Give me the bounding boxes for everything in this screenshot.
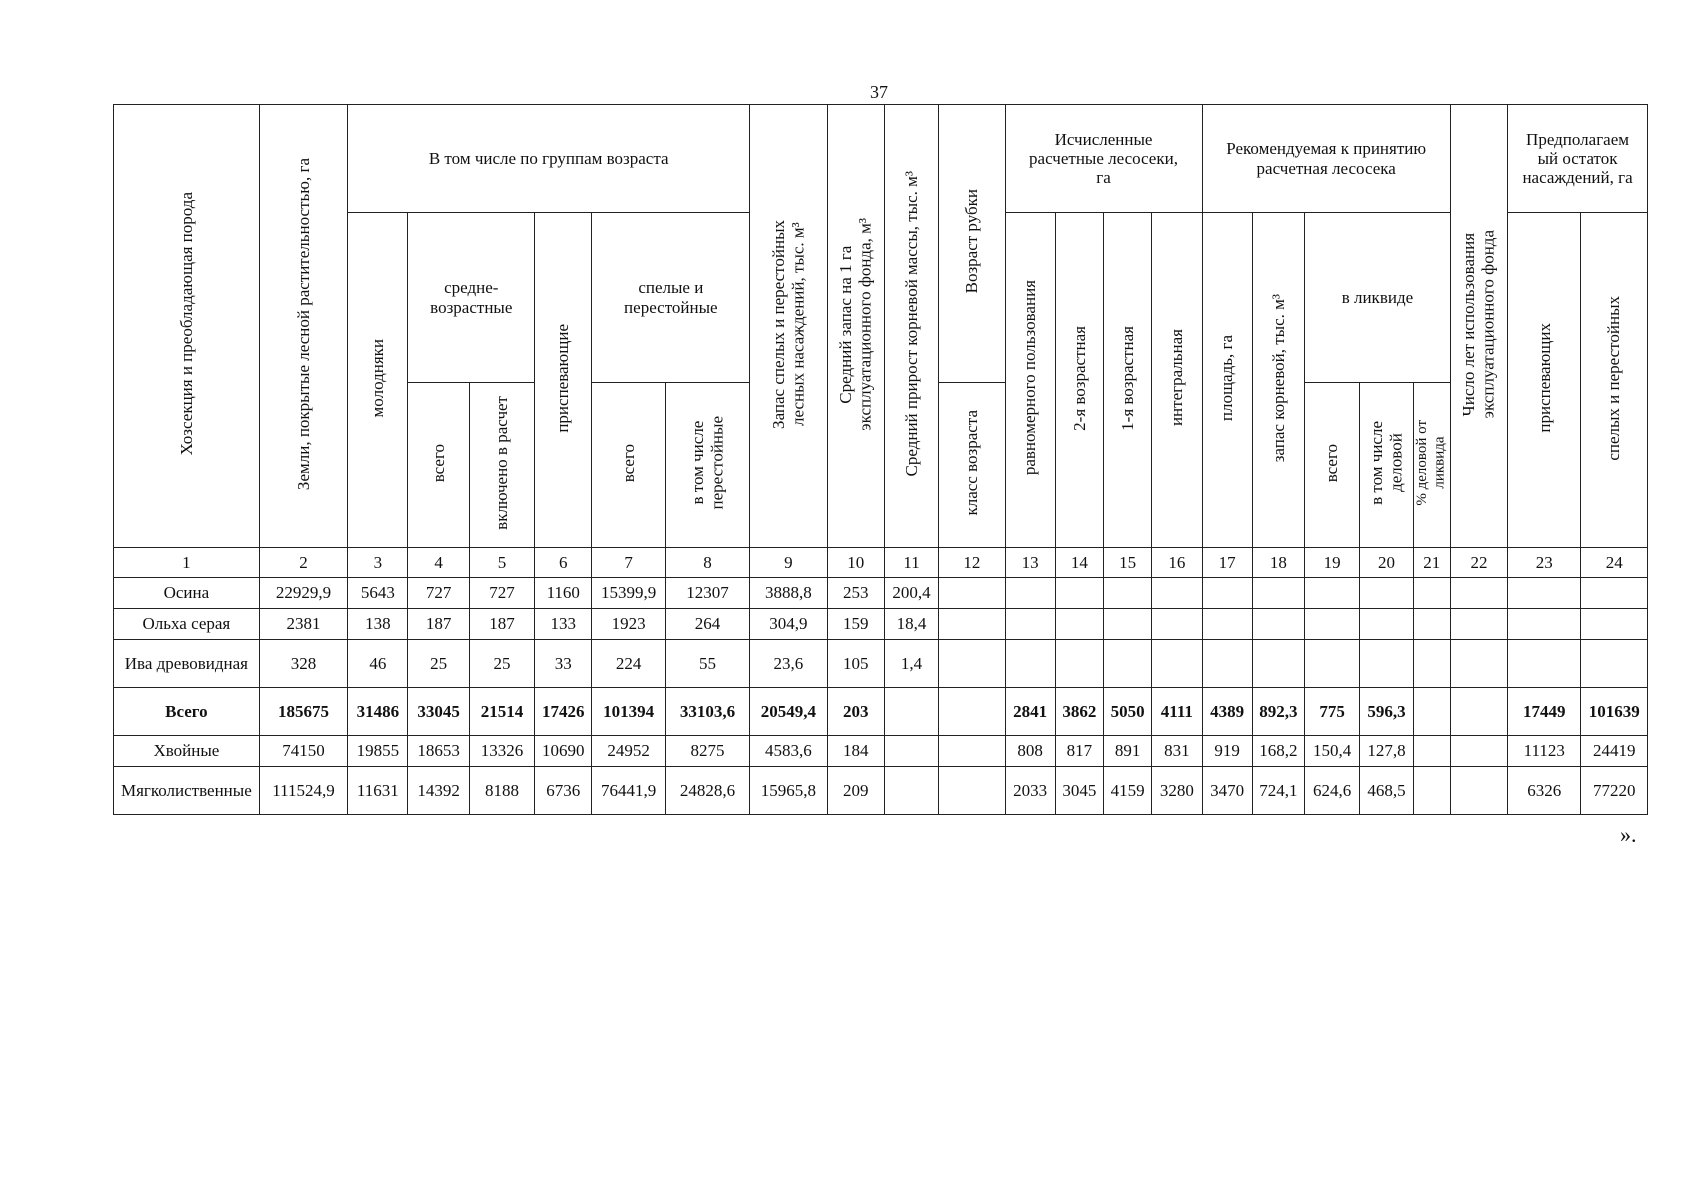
- table-cell: [1005, 609, 1055, 640]
- table-cell: 18,4: [884, 609, 938, 640]
- header-cutting-age: Возраст рубки: [939, 105, 1005, 383]
- column-number: 19: [1305, 548, 1360, 578]
- column-number: 13: [1005, 548, 1055, 578]
- table-cell: [1103, 578, 1151, 609]
- table-cell: 138: [348, 609, 408, 640]
- table-cell: [939, 578, 1005, 609]
- table-cell: 187: [408, 609, 469, 640]
- table-cell: [1252, 609, 1304, 640]
- header-recommended-cutting: Рекомендуемая к принятию расчетная лесосека: [1202, 105, 1450, 213]
- table-cell: 74150: [259, 736, 347, 767]
- header-age-class: класс возраста: [939, 383, 1005, 548]
- table-cell: 831: [1152, 736, 1202, 767]
- table-cell: 775: [1305, 688, 1360, 736]
- table-cell: 12307: [665, 578, 749, 609]
- column-number: 17: [1202, 548, 1252, 578]
- column-number: 24: [1581, 548, 1648, 578]
- table-cell: 101394: [592, 688, 665, 736]
- table-cell: [1413, 688, 1450, 736]
- header-forest-land: Земли, покрытые лесной растительностью, га: [259, 105, 347, 548]
- header-liquid: в ликвиде: [1305, 213, 1451, 383]
- table-cell: [1055, 640, 1103, 688]
- header-mid-included: включено в расчет: [469, 383, 534, 548]
- table-cell: 224: [592, 640, 665, 688]
- table-cell: 11631: [348, 767, 408, 815]
- table-cell: 891: [1103, 736, 1151, 767]
- header-middle-aged: средне- возрастные: [408, 213, 535, 383]
- table-cell: 3470: [1202, 767, 1252, 815]
- table-cell: 468,5: [1360, 767, 1413, 815]
- table-cell: [939, 736, 1005, 767]
- table-cell: 159: [827, 609, 884, 640]
- table-cell: 25: [469, 640, 534, 688]
- column-number: 5: [469, 548, 534, 578]
- table-cell: Ива древовидная: [114, 640, 260, 688]
- table-cell: [1450, 640, 1507, 688]
- table-cell: [1450, 609, 1507, 640]
- header-remainder: Предполагаем ый остаток насаждений, га: [1508, 105, 1648, 213]
- table-cell: 105: [827, 640, 884, 688]
- table-cell: 15965,8: [750, 767, 827, 815]
- table-cell: 2381: [259, 609, 347, 640]
- table-cell: [1450, 767, 1507, 815]
- table-cell: 33103,6: [665, 688, 749, 736]
- table-cell: 187: [469, 609, 534, 640]
- header-root-stock: запас корневой, тыс. м³: [1252, 213, 1304, 548]
- table-cell: [884, 767, 938, 815]
- table-cell: [1152, 640, 1202, 688]
- table-cell: Мягколиственные: [114, 767, 260, 815]
- column-number-row: [114, 548, 1648, 578]
- table-cell: [1055, 609, 1103, 640]
- column-number: 8: [665, 548, 749, 578]
- table-cell: 304,9: [750, 609, 827, 640]
- table-cell: [1413, 578, 1450, 609]
- header-mature-stock: Запас спелых и перестойных лесных насаждений, тыс. м³: [750, 105, 827, 548]
- table-row: [114, 640, 1648, 688]
- table-cell: 624,6: [1305, 767, 1360, 815]
- header-mid-total: всего: [408, 383, 469, 548]
- table-cell: [1360, 640, 1413, 688]
- table-cell: [884, 736, 938, 767]
- table-cell: [1202, 640, 1252, 688]
- table-cell: 596,3: [1360, 688, 1413, 736]
- table-cell: 919: [1202, 736, 1252, 767]
- table-cell: [1581, 609, 1648, 640]
- table-cell: 55: [665, 640, 749, 688]
- header-species: Хозсекция и преобладающая порода: [114, 105, 260, 548]
- page-number: 37: [870, 82, 888, 102]
- table-cell: 2841: [1005, 688, 1055, 736]
- table-cell: [1413, 609, 1450, 640]
- table-cell: 3280: [1152, 767, 1202, 815]
- table-cell: [1305, 640, 1360, 688]
- table-cell: 18653: [408, 736, 469, 767]
- header-years-of-use: Число лет использования эксплуатационного фонда: [1450, 105, 1507, 548]
- table-cell: 4159: [1103, 767, 1151, 815]
- table-cell: [1305, 578, 1360, 609]
- table-cell: 22929,9: [259, 578, 347, 609]
- table-cell: 46: [348, 640, 408, 688]
- table-cell: [1360, 609, 1413, 640]
- column-number: 14: [1055, 548, 1103, 578]
- table-cell: 168,2: [1252, 736, 1304, 767]
- table-cell: [939, 640, 1005, 688]
- table-cell: 4389: [1202, 688, 1252, 736]
- header-overmature: в том числе перестойные: [665, 383, 749, 548]
- header-second-age: 2-я возрастная: [1055, 213, 1103, 548]
- table-cell: [1202, 578, 1252, 609]
- table-cell: 3862: [1055, 688, 1103, 736]
- table-cell: [884, 688, 938, 736]
- table-cell: [1508, 578, 1581, 609]
- table-cell: [1103, 609, 1151, 640]
- table-cell: [1581, 640, 1648, 688]
- table-cell: [1055, 578, 1103, 609]
- table-cell: 1923: [592, 609, 665, 640]
- table-cell: [1413, 640, 1450, 688]
- table-cell: 5643: [348, 578, 408, 609]
- header-avg-stock: Средний запас на 1 га эксплуатационного фонда, м³: [827, 105, 884, 548]
- table-cell: 1160: [535, 578, 592, 609]
- table-cell: 5050: [1103, 688, 1151, 736]
- column-number: 6: [535, 548, 592, 578]
- header-mature-total: всего: [592, 383, 665, 548]
- header-young: молодняки: [348, 213, 408, 548]
- table-cell: [1508, 609, 1581, 640]
- table-cell: 727: [469, 578, 534, 609]
- table-cell: Ольха серая: [114, 609, 260, 640]
- header-remainder-mature: спелых и перестойных: [1581, 213, 1648, 548]
- column-number: 22: [1450, 548, 1507, 578]
- table-cell: [1508, 640, 1581, 688]
- table-cell: 8275: [665, 736, 749, 767]
- header-mature-overmature: спелые и перестойные: [592, 213, 750, 383]
- table-cell: 23,6: [750, 640, 827, 688]
- table-cell: 15399,9: [592, 578, 665, 609]
- forest-resources-table: [113, 104, 1648, 815]
- header-avg-growth: Средний прирост корневой массы, тыс. м³: [884, 105, 938, 548]
- table-cell: 817: [1055, 736, 1103, 767]
- column-number: 4: [408, 548, 469, 578]
- header-maturing: приспевающие: [535, 213, 592, 548]
- table-cell: 133: [535, 609, 592, 640]
- table-cell: 3888,8: [750, 578, 827, 609]
- table-cell: 14392: [408, 767, 469, 815]
- table-cell: 1,4: [884, 640, 938, 688]
- table-cell: 10690: [535, 736, 592, 767]
- table-cell: 24828,6: [665, 767, 749, 815]
- table-row: [114, 609, 1648, 640]
- column-number: 12: [939, 548, 1005, 578]
- table-cell: 200,4: [884, 578, 938, 609]
- table-cell: [1581, 578, 1648, 609]
- table-cell: [1252, 578, 1304, 609]
- table-cell: Осина: [114, 578, 260, 609]
- header-integral: интегральная: [1152, 213, 1202, 548]
- table-cell: 20549,4: [750, 688, 827, 736]
- table-row-total: [114, 688, 1648, 736]
- column-number: 20: [1360, 548, 1413, 578]
- table-row: [114, 736, 1648, 767]
- table-cell: 8188: [469, 767, 534, 815]
- table-cell: 4111: [1152, 688, 1202, 736]
- table-cell: 203: [827, 688, 884, 736]
- column-number: 1: [114, 548, 260, 578]
- column-number: 23: [1508, 548, 1581, 578]
- table-cell: 13326: [469, 736, 534, 767]
- table-cell: 184: [827, 736, 884, 767]
- column-number: 3: [348, 548, 408, 578]
- closing-quote-mark: ».: [1620, 822, 1637, 847]
- column-number: 7: [592, 548, 665, 578]
- table-cell: 127,8: [1360, 736, 1413, 767]
- table-cell: 4583,6: [750, 736, 827, 767]
- table-row: [114, 578, 1648, 609]
- table-cell: 2033: [1005, 767, 1055, 815]
- table-cell: 724,1: [1252, 767, 1304, 815]
- table-cell: 892,3: [1252, 688, 1304, 736]
- table-cell: [939, 609, 1005, 640]
- header-uniform-use: равномерного пользования: [1005, 213, 1055, 548]
- table-cell: 6736: [535, 767, 592, 815]
- column-number: 2: [259, 548, 347, 578]
- table-cell: 31486: [348, 688, 408, 736]
- table-cell: 328: [259, 640, 347, 688]
- header-age-groups: В том числе по группам возраста: [348, 105, 750, 213]
- table-cell: [1450, 688, 1507, 736]
- table-cell: [1360, 578, 1413, 609]
- column-number: 18: [1252, 548, 1304, 578]
- table-cell: 17426: [535, 688, 592, 736]
- table-cell: [1450, 578, 1507, 609]
- column-number: 15: [1103, 548, 1151, 578]
- table-cell: [1305, 609, 1360, 640]
- table-cell: 3045: [1055, 767, 1103, 815]
- column-number: 16: [1152, 548, 1202, 578]
- table-cell: [1413, 736, 1450, 767]
- column-number: 21: [1413, 548, 1450, 578]
- table-cell: [1202, 609, 1252, 640]
- header-remainder-maturing: приспевающих: [1508, 213, 1581, 548]
- table-cell: [1152, 578, 1202, 609]
- table-cell: 808: [1005, 736, 1055, 767]
- table-cell: 76441,9: [592, 767, 665, 815]
- header-liquid-business: в том числе деловой: [1360, 383, 1413, 548]
- table-cell: 25: [408, 640, 469, 688]
- table-cell: 185675: [259, 688, 347, 736]
- header-liquid-total: всего: [1305, 383, 1360, 548]
- table-cell: Хвойные: [114, 736, 260, 767]
- table-cell: [1005, 578, 1055, 609]
- table-cell: 19855: [348, 736, 408, 767]
- table-row: [114, 767, 1648, 815]
- table-cell: 24952: [592, 736, 665, 767]
- table-cell: 77220: [1581, 767, 1648, 815]
- table-cell: [1450, 736, 1507, 767]
- header-business-percent: % деловой от ликвида: [1413, 383, 1450, 548]
- table-cell: 33: [535, 640, 592, 688]
- column-number: 11: [884, 548, 938, 578]
- table-cell: [1413, 767, 1450, 815]
- table-cell: [1252, 640, 1304, 688]
- table-cell: 17449: [1508, 688, 1581, 736]
- table-cell: 101639: [1581, 688, 1648, 736]
- table-cell: 111524,9: [259, 767, 347, 815]
- table-cell: 6326: [1508, 767, 1581, 815]
- header-area: площадь, га: [1202, 213, 1252, 548]
- table-cell: [939, 688, 1005, 736]
- header-first-age: 1-я возрастная: [1103, 213, 1151, 548]
- table-cell: 24419: [1581, 736, 1648, 767]
- table-cell: 21514: [469, 688, 534, 736]
- table-cell: 727: [408, 578, 469, 609]
- column-number: 10: [827, 548, 884, 578]
- column-number: 9: [750, 548, 827, 578]
- table-cell: [1005, 640, 1055, 688]
- table-cell: 150,4: [1305, 736, 1360, 767]
- table-cell: [939, 767, 1005, 815]
- header-calculated-cuttings: Исчисленные расчетные лесосеки, га: [1005, 105, 1202, 213]
- table-cell: 209: [827, 767, 884, 815]
- table-cell: 11123: [1508, 736, 1581, 767]
- table-cell: Всего: [114, 688, 260, 736]
- table-cell: 33045: [408, 688, 469, 736]
- table-cell: [1152, 609, 1202, 640]
- table-cell: 253: [827, 578, 884, 609]
- table-cell: [1103, 640, 1151, 688]
- table-cell: 264: [665, 609, 749, 640]
